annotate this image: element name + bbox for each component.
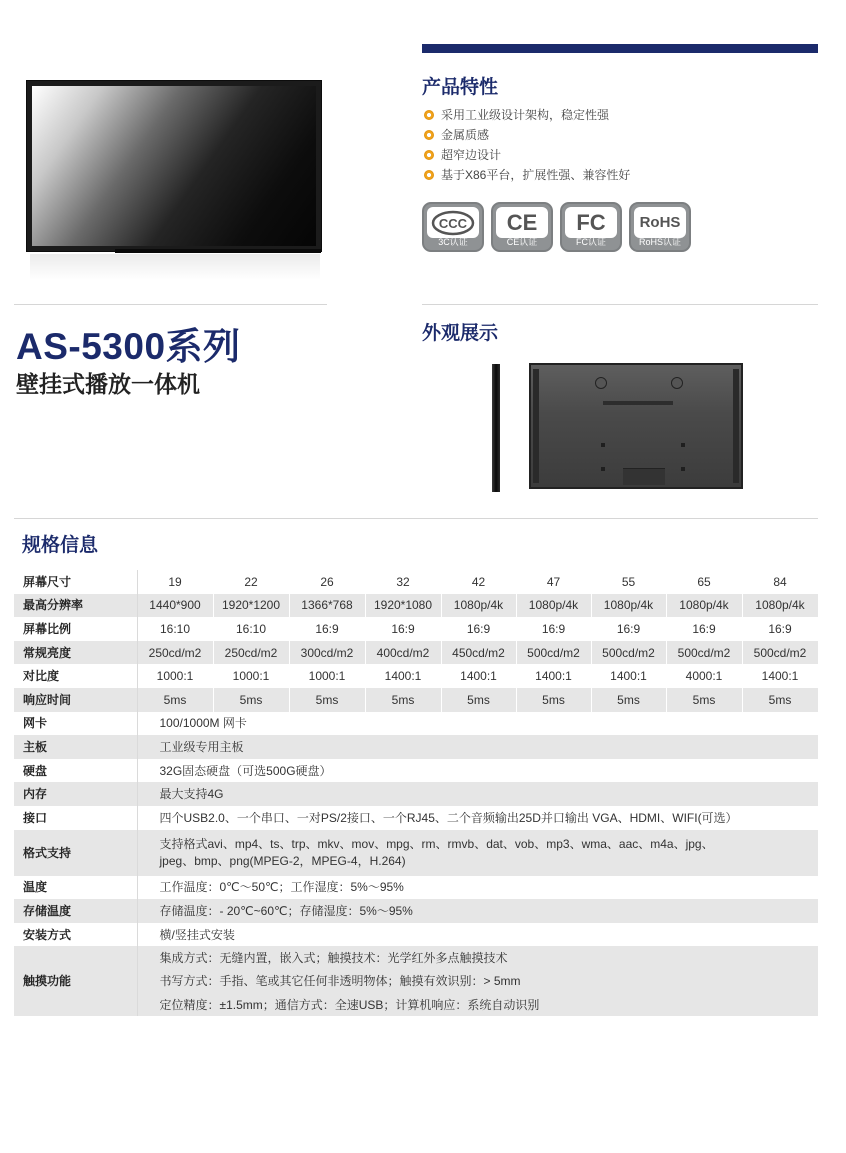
table-row: 响应时间 5ms 5ms 5ms 5ms 5ms 5ms 5ms 5ms 5ms [14, 688, 818, 712]
fan-vent-icon [671, 377, 683, 389]
bullet-icon [424, 170, 434, 180]
fan-vent-icon [595, 377, 607, 389]
bullet-icon [424, 110, 434, 120]
table-row: 存储温度 存储温度：- 20℃~60℃；存储湿度：5%～95% [14, 899, 818, 923]
feature-item: 超窄边设计 [424, 145, 814, 165]
certification-badges [422, 202, 691, 252]
table-row: 常规亮度 250cd/m2 250cd/m2 300cd/m2 400cd/m2 450cd/m2 500cd/m2 500cd/m2 500cd/m2 500cd/m2 [14, 641, 818, 665]
svg-text:CCC: CCC [438, 215, 468, 231]
page-subtitle: 壁挂式播放一体机 [16, 371, 200, 397]
table-row: 格式支持 支持格式avi、mp4、ts、trp、mkv、mov、mpg、rm、rmvb、dat、vob、mp3、wma、aac、m4a、jpg、 jpeg、bmp、png(MPEG-2，MPEG-4，H.264) [14, 830, 818, 876]
monitor-screen [32, 86, 316, 246]
monitor-reflection [30, 254, 320, 280]
product-front-image [26, 80, 322, 252]
table-row: 触摸功能 集成方式：无缝内置，嵌入式；触摸技术：光学红外多点触摸技术 [14, 946, 818, 969]
table-row: 网卡 100/1000M 网卡 [14, 712, 818, 736]
feature-item: 金属质感 [424, 125, 814, 145]
header-accent-bar [422, 44, 818, 53]
table-row: 安装方式 横/竖挂式安装 [14, 923, 818, 947]
features-title: 产品特性 [422, 77, 499, 98]
divider-right [422, 304, 818, 305]
feature-list [424, 105, 814, 185]
ccc-cert-icon: CCC 3C认证 [422, 202, 484, 252]
table-row: 内存 最大支持4G [14, 782, 818, 806]
bullet-icon [424, 150, 434, 160]
feature-item: 采用工业级设计架构，稳定性强 [424, 105, 814, 125]
divider-left [14, 304, 327, 305]
table-row: 对比度 1000:1 1000:1 1000:1 1400:1 1400:1 1400:1 1400:1 4000:1 1400:1 [14, 664, 818, 688]
table-row: 主板 工业级专用主板 [14, 735, 818, 759]
table-row: 最高分辨率 1440*900 1920*1200 1366*768 1920*1080 1080p/4k 1080p/4k 1080p/4k 1080p/4k 1080p/4k [14, 594, 818, 618]
table-row: 屏幕比例 16:10 16:10 16:9 16:9 16:9 16:9 16:9 16:9 16:9 [14, 617, 818, 641]
table-row: 定位精度：±1.5mm；通信方式：全速USB；计算机响应：系统自动识别 [14, 993, 818, 1016]
bullet-icon [424, 130, 434, 140]
product-back-image [529, 363, 743, 489]
table-row: 温度 工作温度：0℃～50℃；工作湿度：5%～95% [14, 876, 818, 900]
specs-title: 规格信息 [22, 535, 99, 556]
rohs-cert-icon: RoHS RoHS认证 [629, 202, 691, 252]
divider-specs [14, 518, 818, 519]
page-title: AS-5300系列 [16, 326, 241, 367]
monitor-bottom-edge [115, 249, 321, 253]
table-row: 屏幕尺寸 19 22 26 32 42 47 55 65 84 [14, 570, 818, 594]
ccc-logo-icon [431, 210, 475, 236]
table-row: 接口 四个USB2.0、一个串口、一对PS/2接口、一个RJ45、二个音频输出25D并口输出 VGA、HDMI、WIFI(可选） [14, 806, 818, 830]
table-row: 硬盘 32G固态硬盘（可选500G硬盘） [14, 759, 818, 783]
feature-item: 基于X86平台，扩展性强、兼容性好 [424, 165, 814, 185]
appearance-title: 外观展示 [422, 323, 499, 344]
table-row: 书写方式：手指、笔或其它任何非透明物体；触摸有效识别：> 5mm [14, 970, 818, 993]
ce-cert-icon: CE CE认证 [491, 202, 553, 252]
spec-table [14, 570, 819, 1016]
fc-cert-icon: FC FC认证 [560, 202, 622, 252]
product-side-image [492, 364, 500, 492]
